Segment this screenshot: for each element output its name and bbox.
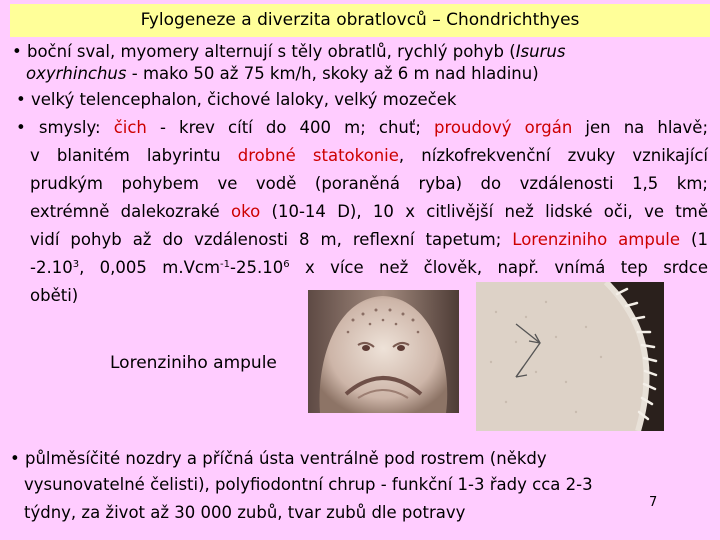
exponent-c: 6 xyxy=(283,259,290,270)
text-jaws: vysunovatelné čelisti), polyfiodontní chrup - funkční 1-3 řady cca 2-3 xyxy=(24,475,593,494)
exponent-a: 3 xyxy=(72,259,80,270)
text-labyrinth: v blanitém labyrintu xyxy=(30,146,238,165)
bullet-speed xyxy=(12,40,565,64)
bullet-senses-line1 xyxy=(16,114,708,142)
bullet-teeth-line1 xyxy=(10,446,547,472)
shark-head-photo xyxy=(308,290,459,413)
photo-caption xyxy=(110,349,277,377)
bullet-marker: • xyxy=(16,118,26,137)
bullet-text: velký telencephalon, čichové laloky, velký mozeček xyxy=(30,90,457,109)
bullet-senses-line7 xyxy=(30,282,78,310)
slide-title: Fylogeneze a diverzita obratlovců – Chondrichthyes xyxy=(140,10,580,30)
text-smell-detail: - krev cítí do 400 m; chuť; xyxy=(146,118,435,137)
bullet-text-2: - mako 50 až 75 km/h, skoky až 6 m nad hladinu) xyxy=(126,64,539,83)
bullet-teeth-line2 xyxy=(24,472,593,498)
bullet-senses-line4 xyxy=(30,198,708,226)
shark-head-illustration xyxy=(308,290,459,413)
bullet-marker: • xyxy=(10,449,20,468)
bullet-marker: • xyxy=(12,42,22,61)
text-low-frequency: , nízkofrekvenční zvuky vznikající xyxy=(398,146,708,165)
text-victim: oběti) xyxy=(30,286,79,305)
species-name-2: oxyrhinchus xyxy=(26,64,127,83)
bullet-senses-line6 xyxy=(30,254,708,282)
highlight-eye: oko xyxy=(231,202,261,221)
bullet-senses-line2 xyxy=(30,142,708,170)
text-distance: prudkým pohybem ve vodě (poraněná ryba) do vzdálenosti 1,5 km; xyxy=(30,174,708,193)
text-head-only: jen na hlavě; xyxy=(572,118,709,137)
bullet-senses-line3 xyxy=(30,170,708,198)
text-value-b: , 0,005 m.Vcm xyxy=(79,258,221,277)
highlight-statoconia: drobné statokonie xyxy=(237,146,399,165)
text-paren: (1 xyxy=(680,230,708,249)
highlight-ampullae: Lorenziniho ampule xyxy=(512,230,681,249)
bullet-text: boční sval, myomery alternují s těly obratlů, rychlý pohyb ( xyxy=(26,42,516,61)
title-bar xyxy=(10,4,710,37)
bullet-marker: • xyxy=(16,90,26,109)
text-value-c: -25.10 xyxy=(230,258,284,277)
bullet-brain xyxy=(16,86,456,114)
text-nostrils: půlměsíčité nozdry a příčná ústa ventrálně pod rostrem (někdy xyxy=(24,449,547,468)
text-senses: smysly: xyxy=(38,118,114,137)
text-heartbeat: x více než člověk, např. vnímá tep srdce xyxy=(289,258,708,277)
highlight-lateral-line: proudový orgán xyxy=(434,118,573,137)
text-eye-detail: (10-14 D), 10 x citlivější než lidské oči, ve tmě xyxy=(260,202,709,221)
text-farsighted: extrémně dalekozraké xyxy=(30,202,232,221)
text-tapetum: vidí pohyb až do vzdálenosti 8 m, reflexní tapetum; xyxy=(30,230,513,249)
bullet-teeth-line3 xyxy=(24,500,465,526)
text-tooth-shape: týdny, za život až 30 000 zubů, tvar zubů dle potravy xyxy=(24,503,466,522)
text-value-a: -2.10 xyxy=(30,258,73,277)
highlight-smell: čich xyxy=(113,118,147,137)
bullet-senses-line5 xyxy=(30,226,708,254)
exponent-b: -1 xyxy=(220,259,231,270)
jaw-photo xyxy=(476,282,664,431)
jaw-illustration xyxy=(476,282,664,431)
bullet-speed-cont xyxy=(26,62,539,86)
slide-number: 7 xyxy=(649,495,658,510)
species-name: Isurus xyxy=(515,42,566,61)
caption-text: Lorenziniho ampule xyxy=(110,353,277,373)
